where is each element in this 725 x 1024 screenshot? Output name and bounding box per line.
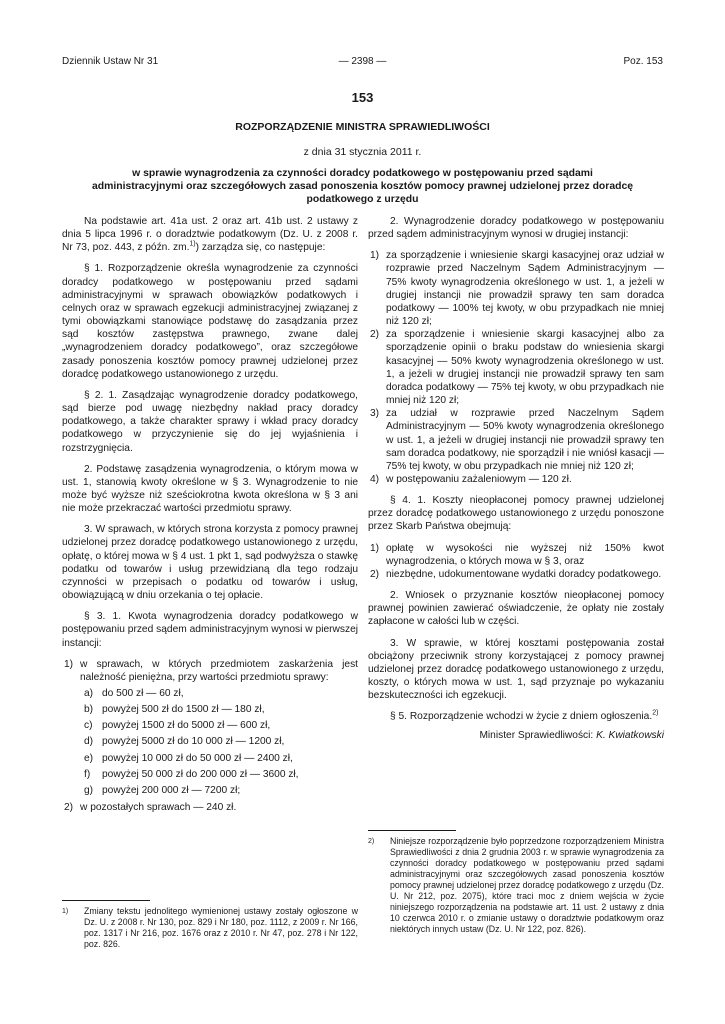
paragraph-2-2: 2. Podstawę zasądzenia wynagrodzenia, o którym mowa w ust. 1, stanowią kwoty określone w § 3. Wynagrodzenie to nie może być wyższe niż sześciokrotna kwota określona w § 3 ani nie może przekraczać wartości przedmiotu sprawy. bbox=[62, 463, 358, 515]
paragraph-2-1: § 2. 1. Zasądzając wynagrodzenie doradcy podatkowego, sąd bierze pod uwagę niezbędny nakład pracy doradcy podatkowego, a także charakter sprawy i wkład pracy doradcy podatkowego w przyczynienie się do jej wyjaśnienia i rozstrzygnięcia. bbox=[62, 389, 358, 454]
paragraph-3-2: 2. Wynagrodzenie doradcy podatkowego w postępowaniu przed sądem administracyjnym wynosi w drugiej instancji: bbox=[368, 216, 664, 241]
paragraph-2-3: 3. W sprawach, w których strona korzysta z pomocy prawnej udzielonej przez doradcę podatkowego ustanowionego z urzędu, opłatę, o której mowa w § 4 ust. 1 pkt 1, sąd podwyższa o stawkę podatku od towarów i usług przewidzianą dla tego rodzaju czynności w przepisach o podatku od towarów i usług, obowiązującą w dniu orzekania o tej opłacie. bbox=[62, 524, 358, 602]
footnote-text: Niniejsze rozporządzenie było poprzedzone rozporządzeniem Ministra Sprawiedliwości z dnia 2 grudnia 2003 r. w sprawie wynagrodzenia za czynności doradcy podatkowego w postępowaniu przed sądami administracyjnymi oraz szczegółowych zasad ponoszenia kosztów pomocy prawnej udzielonej przez doradcę podatkowego z urzędu (Dz. U. Nr 212, poz. 2075), które traci moc z dniem wejścia w życie niniejszego rozporządzenia na podstawie art. 11 ust. 2 ustawy z dnia 10 czerwca 2010 r. o zmianie ustawy o doradztwie podatkowym oraz niektórych innych ustaw (Dz. U. Nr 122, poz. 826). bbox=[390, 836, 664, 934]
footnote-1 bbox=[62, 900, 358, 950]
sub-item: e) powyżej 10 000 zł do 50 000 zł — 2400 zł, bbox=[84, 752, 293, 764]
page-number: — 2398 — bbox=[338, 56, 387, 67]
list-item: 1) za sporządzenie i wniesienie skargi kasacyjnej oraz udział w rozprawie przed Naczelnym Sądem Administracyjnym — 75% kwoty wynagrodzenia określonego w ust. 1, a jeżeli w drugiej instancji nie prowadził sprawy ten sam doradca podatkowy — 100% tej kwoty, w obu przypadkach nie mniej niż 120 zł; bbox=[370, 250, 664, 328]
sub-item: a) do 500 zł — 60 zł, bbox=[84, 688, 184, 699]
list-item: 3) za udział w rozprawie przed Naczelnym Sądem Administracyjnym — 50% kwoty wynagrodzenia określonego w ust. 1, a jeżeli w drugiej instancji nie prowadził sprawy ten sam doradca podatkowy, nie sporządził i nie wniósł kasacji — 75% tej kwoty, w obu przypadkach nie mniej niż 120 zł; bbox=[370, 408, 664, 472]
footnote-mark: 2) bbox=[368, 838, 375, 845]
journal-name: Dziennik Ustaw Nr 31 bbox=[62, 56, 159, 67]
footnote-2 bbox=[368, 830, 664, 935]
footnote-ref-2[interactable]: 2) bbox=[652, 709, 659, 717]
legal-basis: Na podstawie art. 41a ust. 2 oraz art. 41b ust. 2 ustawy z dnia 5 lipca 1996 r. o doradztwie podatkowym (Dz. U. z 2008 r. Nr 73, poz. 443, z późn. zm.$^{1)}$) zarządza się, co następuje: bbox=[62, 216, 358, 254]
signature: Minister Sprawiedliwości: K. Kwiatkowski bbox=[479, 730, 664, 742]
sub-item: d) powyżej 5000 zł do 10 000 zł — 1200 zł, bbox=[84, 736, 285, 748]
fee-list-second-instance bbox=[368, 249, 664, 486]
footnote-divider bbox=[368, 830, 456, 831]
list-item: 2) w pozostałych sprawach — 240 zł. bbox=[64, 802, 237, 814]
sub-item: c) powyżej 1500 zł do 5000 zł — 600 zł, bbox=[84, 720, 271, 732]
sub-item: g) powyżej 200 000 zł — 7200 zł; bbox=[84, 784, 241, 796]
costs-list bbox=[368, 542, 664, 581]
paragraph-4-1: § 4. 1. Koszty nieopłaconej pomocy prawnej udzielonej przez doradcę podatkowego ustanowionego z urzędu ponoszone przez Skarb Państwa obejmują: bbox=[368, 495, 664, 533]
act-number: 153 bbox=[351, 90, 374, 105]
footnote-ref-1[interactable]: 1) bbox=[189, 240, 196, 248]
sub-item: f) powyżej 50 000 zł do 200 000 zł — 3600 zł, bbox=[84, 768, 299, 780]
position-number: Poz. 153 bbox=[623, 56, 663, 67]
minister-name: K. Kwiatkowski bbox=[596, 730, 664, 742]
footnote-divider bbox=[62, 900, 150, 901]
paragraph-4-2: 2. Wniosek o przyznanie kosztów nieopłaconej pomocy prawnej powinien zawierać oświadczenie, że opłaty nie zostały zapłacone w całości lub w części. bbox=[368, 590, 664, 628]
regulation-title: ROZPORZĄDZENIE MINISTRA SPRAWIEDLIWOŚCI bbox=[235, 121, 490, 133]
left-column bbox=[62, 215, 358, 822]
regulation-date: z dnia 31 stycznia 2011 r. bbox=[303, 146, 422, 158]
paragraph-1: § 1. Rozporządzenie określa wynagrodzenie za czynności doradcy podatkowego w postępowaniu przed sądami administracyjnymi w sprawach obowiązków podatkowych i celnych oraz w sprawach egzekucji administracyjnej związanej z tymi obowiązkami stanowiące podstawę do zasądzania przez sąd kosztów zastępstwa prawnego, zwane dalej „wynagrodzeniem doradcy podatkowego”, oraz szczegółowe zasady ponoszenia kosztów pomocy prawnej udzielonej przez doradcę podatkowego ustanowionego z urzędu. bbox=[62, 263, 358, 380]
list-item: 1) w sprawach, w których przedmiotem zaskarżenia jest należność pieniężna, przy wartości przedmiotu sprawy: bbox=[64, 658, 358, 683]
list-item: 2) niezbędne, udokumentowane wydatki doradcy podatkowego. bbox=[370, 568, 662, 580]
sub-item: b) powyżej 500 zł do 1500 zł — 180 zł, bbox=[84, 704, 265, 716]
list-item: 1) opłatę w wysokości nie wyższej niż 150% kwot wynagrodzenia, o których mowa w § 3, oraz bbox=[370, 542, 664, 567]
paragraph-3-1: § 3. 1. Kwota wynagrodzenia doradcy podatkowego w postępowaniu przed sądem administracyjnym wynosi w pierwszej instancji: bbox=[62, 611, 358, 649]
paragraph-4-3: 3. W sprawie, w której kosztami postępowania został obciążony przeciwnik strony korzystającej z pomocy prawnej udzielonej przez doradcę podatkowego ustanowionego z urzędu, koszty, o których mowa w ust. 1, sąd przyznaje po wykazaniu bezskuteczności ich egzekucji. bbox=[368, 637, 664, 702]
page-header bbox=[62, 56, 663, 70]
list-item: 2) za sporządzenie i wniesienie skargi kasacyjnej albo za sporządzenie opinii o braku podstaw do wniesienia skargi kasacyjnej — 50% kwoty wynagrodzenia określonego w ust. 1, a jeżeli w drugiej instancji nie prowadził sprawy ten sam doradca podatkowy — 75% tej kwoty, w obu przypadkach nie mniej niż 120 zł; bbox=[370, 329, 664, 407]
footnote-text: Zmiany tekstu jednolitego wymienionej ustawy zostały ogłoszone w Dz. U. z 2008 r. Nr 130, poz. 829 i Nr 180, poz. 1112, z 2009 r. Nr 166, poz. 1317 i Nr 216, poz. 1676 oraz z 2010 r. Nr 47, poz. 278 i Nr 122, poz. 826. bbox=[84, 906, 358, 949]
fee-list-first-instance bbox=[62, 658, 358, 815]
right-column bbox=[368, 215, 664, 743]
paragraph-5: § 5. Rozporządzenie wchodzi w życie z dniem ogłoszenia.$^{2)}$ bbox=[390, 709, 659, 723]
regulation-subject: w sprawie wynagrodzenia za czynności doradcy podatkowego w postępowaniu przed sądami administracyjnymi oraz szczegółowych zasad ponoszenia kosztów pomocy prawnej udzielonej przez doradcę podatkowego z urzędu bbox=[91, 168, 634, 205]
footnote-mark: 1) bbox=[62, 908, 69, 915]
list-item: 4) w postępowaniu zażaleniowym — 120 zł. bbox=[370, 473, 572, 485]
